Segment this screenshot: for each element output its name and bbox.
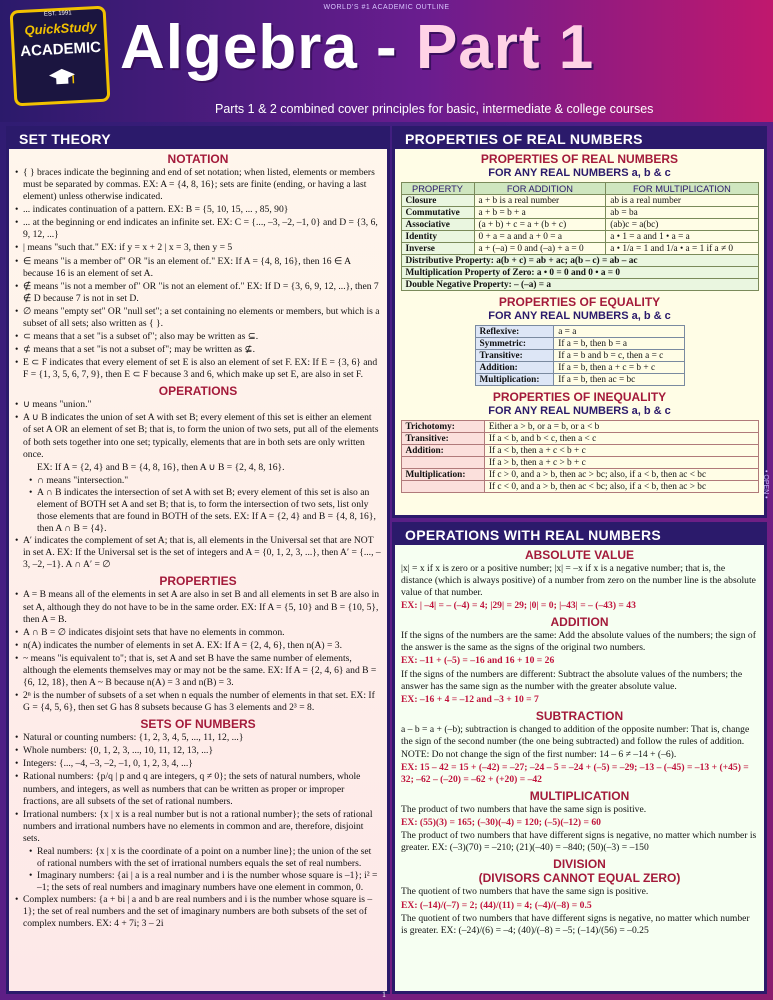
list-item: • ~ means "is equivalent to"; that is, set A and set B have the same number of elements, although the elements themselves may or may not be the same. EX: If A = {2, 4, 6} and B = {6, 12, 18}, then A ~ B because n(A) = 3 and n(B) = 3. (15, 653, 381, 689)
table-row (401, 207, 758, 219)
table-cell: Addition: (475, 362, 554, 374)
multiplication-body (395, 804, 764, 854)
logo-est: EST. 1991 (43, 10, 72, 18)
table-cell: a • 1 = a and 1 • a = a (606, 231, 758, 243)
table-row (401, 279, 758, 291)
table1-subtitle: FOR ANY REAL NUMBERS a, b & c (488, 167, 671, 179)
table-row (475, 362, 684, 374)
list-item: • 2ⁿ is the number of subsets of a set when n equals the number of elements in that set. EX: If G = {4, 5, 6}, then set G has 8 subsets because G has 3 elements and 2³ = 8. (15, 690, 381, 714)
table-row (401, 457, 758, 469)
example: EX: (55)(3) = 165; (–30)(–4) = 120; (–5)(–12) = 60 (401, 817, 601, 829)
table-row (401, 255, 758, 267)
table-cell: Symmetric: (475, 338, 554, 350)
list-item: • ∩ means "intersection." (29, 475, 381, 487)
notation-body (9, 167, 387, 381)
logo-quickstudy: QuickStudy (24, 19, 98, 38)
subtitle: Parts 1 & 2 combined cover principles for basic, intermediate & college courses (215, 102, 654, 116)
table-cell: If a = b, then ac = bc (554, 374, 684, 386)
paragraph: If the signs of the numbers are the same: Add the absolute values of the numbers; the sign of the answer is the same as the signs of the original two numbers. (401, 630, 756, 654)
operations-panel (392, 522, 767, 994)
table-cell: Identity (401, 231, 474, 243)
division-heading: DIVISION (553, 857, 606, 872)
table-cell: If a = b, then a + c = b + c (554, 362, 684, 374)
table-row (401, 481, 758, 493)
table-cell: Multiplication Property of Zero: a • 0 = 0 and 0 • a = 0 (401, 267, 758, 279)
table-cell: If a = b and b = c, then a = c (554, 350, 684, 362)
page-number: 1 (382, 990, 386, 999)
subtraction-heading: SUBTRACTION (535, 708, 624, 723)
operations-body (9, 399, 387, 571)
column-header: FOR MULTIPLICATION (606, 183, 758, 195)
list-item: • A ∩ B = ∅ indicates disjoint sets that have no elements in common. (15, 627, 381, 639)
table-cell: Reflexive: (475, 326, 554, 338)
paragraph: The product of two numbers that have different signs is negative, no matter which number is greater. EX: (–3)(70) = –210; (21)(–40) = –840; (50)(–3) = –150 (401, 830, 757, 854)
column-header: FOR ADDITION (474, 183, 606, 195)
list-item: • Complex numbers: {a + bi | a and b are real numbers and i is the number whose square is –1}; the set of real numbers and the set of imaginary numbers are both subsets of the set of complex numbers. EX: 4 + 7i; 3 – 2i (15, 894, 381, 930)
table-cell: If a > b, then a + c > b + c (484, 457, 758, 469)
table-cell: Commutative (401, 207, 474, 219)
table-cell: Closure (401, 195, 474, 207)
list-item: • ... at the beginning or end indicates an infinite set. EX: C = {..., –3, –2, –1, 0} and D = {3, 6, 9, 12, ...} (15, 217, 381, 241)
column-header: PROPERTY (401, 183, 474, 195)
table-row (475, 338, 684, 350)
tagline: WORLD'S #1 ACADEMIC OUTLINE (323, 4, 450, 11)
table-cell: Transitive: (401, 433, 484, 445)
list-item: • Imaginary numbers: {ai | a is a real number and i is the number whose square is –1}; i² = –1; the sets of real numbers and imaginary numbers have one element in common, 0. (29, 870, 381, 894)
table-row (401, 219, 758, 231)
table-cell (401, 481, 484, 493)
addition-heading: ADDITION (550, 615, 609, 630)
table-cell: Trichotomy: (401, 421, 484, 433)
table-row (401, 469, 758, 481)
logo-academic: ACADEMIC (19, 38, 102, 61)
list-item: • ⊄ means that a set "is not a subset of"; may be written as ⊈. (15, 344, 381, 356)
list-item: • A ∪ B indicates the union of set A with set B; every element of this set is either an element of set A OR an element of set B; that is, to form the union of two sets, put all of the elements of both sets together into one set; typically, elements that are in both sets are only written once. (15, 412, 381, 460)
example: EX: –11 + (–5) = –16 and 16 + 10 = 26 (401, 655, 555, 667)
operations-heading: OPERATIONS (158, 384, 238, 399)
table-cell: Multiplication: (475, 374, 554, 386)
table-cell: If a = b, then b = a (554, 338, 684, 350)
table-cell: Inverse (401, 243, 474, 255)
graduation-cap-icon (48, 66, 77, 89)
table-cell: a = a (554, 326, 684, 338)
example: EX: 15 – 42 = 15 + (–42) = –27; –24 – 5 = –24 + (–5) = –29; –13 – (–45) = –13 + (+45) = 32; –62 – (–20) = –62 + (+20) = –42 (401, 762, 749, 786)
list-item: • ∅ means "empty set" OR "null set"; a set containing no elements or members, but which is a subset of all sets; also written as { }. (15, 306, 381, 330)
page-title (120, 12, 760, 83)
table2-subtitle: FOR ANY REAL NUMBERS a, b & c (488, 310, 671, 322)
example: EX: | –4| = – (–4) = 4; |29| = 29; |0| = 0; |–43| = – (–43) = 43 (401, 600, 636, 612)
table-cell: If a < b, then a + c < b + c (484, 445, 758, 457)
table-cell: a + (–a) = 0 and (–a) + a = 0 (474, 243, 606, 255)
table-cell: (ab)c = a(bc) (606, 219, 758, 231)
list-item: • ∉ means "is not a member of" OR "is not an element of." EX: If D = {3, 6, 9, 12, ...}, then 7 ∉ D because 7 is not in set D. (15, 281, 381, 305)
absolute-value-body (395, 563, 764, 612)
table-row (401, 195, 758, 207)
properties-real-heading: PROPERTIES OF REAL NUMBERS (395, 129, 764, 149)
paragraph: |x| = x if x is zero or a positive number; |x| = –x if x is a negative number; that is, the distance (which is always positive) of a number from zero on the number line is the absolute value of that number. (401, 563, 756, 599)
table-row (401, 445, 758, 457)
table-cell: Addition: (401, 445, 484, 457)
list-item: • ... indicates continuation of a pattern. EX: B = {5, 10, 15, ... , 85, 90} (15, 204, 381, 216)
list-item: • A = B means all of the elements in set A are also in set B and all elements in set B are also in set A, although they do not have to be in the same order. EX: If A = {5, 10} and B = {10, 5}, then A = B. (15, 589, 381, 625)
division-body (395, 886, 764, 936)
table-row (475, 374, 684, 386)
table-cell: a • 1/a = 1 and 1/a • a = 1 if a ≠ 0 (606, 243, 758, 255)
table-cell: Either a > b, or a = b, or a < b (484, 421, 758, 433)
table-cell: Multiplication: (401, 469, 484, 481)
list-item: • ∪ means "union." (15, 399, 381, 411)
table1-title: PROPERTIES OF REAL NUMBERS (480, 152, 679, 166)
list-item: • ⊂ means that a set "is a subset of"; also may be written as ⊆. (15, 331, 381, 343)
list-item: • A ∩ B indicates the intersection of set A with set B; every element of this set is also an element of BOTH set A and set B; that is, to form the intersection of two sets, list only those elements that are found in BOTH of the sets. EX: If A = {2, 4} and B = {4, 8, 16}, then A ∩ B = {4}. (29, 487, 381, 535)
paragraph: If the signs of the numbers are different: Subtract the absolute values of the numbers; the answer has the same sign as the number with the greater absolute value. (401, 668, 743, 692)
example: EX: (–14)/(–7) = 2; (44)/(11) = 4; (–4)/(–8) = 0.5 (401, 899, 592, 911)
table-cell: Double Negative Property: – (–a) = a (401, 279, 758, 291)
list-item: • | means "such that." EX: if y = x + 2 | x = 3, then y = 5 (15, 242, 381, 254)
table-cell: ab = ba (606, 207, 758, 219)
table-row (475, 326, 684, 338)
properties-heading: PROPERTIES (159, 574, 237, 589)
set-theory-panel (6, 126, 390, 994)
table-cell: If a < b, and b < c, then a < c (484, 433, 758, 445)
sets-of-numbers-heading: SETS OF NUMBERS (140, 717, 256, 732)
side-open-label: • OPEN • (762, 470, 769, 499)
list-item: • Natural or counting numbers: {1, 2, 3, 4, 5, ..., 11, 12, ...} (15, 732, 381, 744)
list-item: • { } braces indicate the beginning and end of set notation; when listed, elements or members must be separated by commas. EX: A = {4, 8, 16}; sets are finite (ending, or having a last element) unless otherwise indicated. (15, 167, 381, 203)
list-item: • Integers: {..., –4, –3, –2, –1, 0, 1, 2, 3, 4, ...} (15, 758, 381, 770)
table-row (401, 231, 758, 243)
absolute-value-heading: ABSOLUTE VALUE (524, 548, 635, 562)
operations-example: EX: If A = {2, 4} and B = {4, 8, 16}, then A ∪ B = {2, 4, 8, 16}. (37, 461, 285, 473)
paragraph: The quotient of two numbers that have the same sign is positive. (401, 886, 649, 898)
equality-table (475, 325, 685, 386)
division-subheading: (DIVISORS CANNOT EQUAL ZERO) (478, 871, 681, 886)
table-row (401, 267, 758, 279)
table3-title: PROPERTIES OF INEQUALITY (492, 390, 667, 404)
table-cell: If c < 0, and a > b, then ac < bc; also, if a < b, then ac > bc (484, 481, 758, 493)
list-item: • Rational numbers: {p/q | p and q are integers, q ≠ 0}; the sets of natural numbers, whole numbers, and integers, as well as numbers that can be written as proper or improper fractions, are all subsets of the set of rational numbers. (15, 771, 381, 807)
table-cell: If c > 0, and a > b, then ac > bc; also, if a < b, then ac < bc (484, 469, 758, 481)
set-theory-heading: SET THEORY (9, 129, 387, 149)
table-cell: a + b = b + a (474, 207, 606, 219)
title-part: Part 1 (415, 13, 595, 82)
list-item: • Real numbers: {x | x is the coordinate of a point on a number line}; the union of the set of rational numbers with the set of irrational numbers equals the set of real numbers. (29, 846, 381, 870)
paragraph: The product of two numbers that have the same sign is positive. (401, 804, 647, 816)
list-item: • A′ indicates the complement of set A; that is, all elements in the Universal set that are NOT in set A. EX: If the Universal set is the set of integers and A = {0, 1, 2, 3, ...}, then A′ = {..., –3, –2, –1}. A ∩ A′ = ∅ (15, 535, 381, 571)
list-item: • Whole numbers: {0, 1, 2, 3, ..., 10, 11, 12, 13, ...} (15, 745, 381, 757)
properties-panel (392, 126, 767, 518)
title-main: Algebra - (120, 13, 416, 82)
subtraction-body (395, 724, 764, 786)
operations-real-heading: OPERATIONS WITH REAL NUMBERS (395, 525, 764, 545)
paragraph: The quotient of two numbers that have different signs is negative, no matter which number is greater. EX: (–24)/(6) = –4; (40)/(–8) = –5; (–14)/(56) = –0.25 (401, 912, 750, 936)
sets-body (9, 732, 387, 930)
properties-table (401, 182, 759, 291)
example: EX: –16 + 4 = –12 and –3 + 10 = 7 (401, 693, 539, 705)
table-row (475, 350, 684, 362)
addition-body (395, 630, 764, 705)
table-cell (401, 457, 484, 469)
table-cell: (a + b) + c = a + (b + c) (474, 219, 606, 231)
table-cell: Transitive: (475, 350, 554, 362)
properties-body (9, 589, 387, 714)
table-cell: Distributive Property: a(b + c) = ab + ac; a(b – c) = ab – ac (401, 255, 758, 267)
table-cell: a + b is a real number (474, 195, 606, 207)
multiplication-heading: MULTIPLICATION (529, 789, 630, 804)
list-item: • ∈ means "is a member of" OR "is an element of." EX: If A = {4, 8, 16}, then 16 ∈ A because 16 is an element of set A. (15, 256, 381, 280)
table-cell: Associative (401, 219, 474, 231)
table-cell: 0 + a = a and a + 0 = a (474, 231, 606, 243)
quickstudy-logo (10, 6, 111, 107)
table-cell: ab is a real number (606, 195, 758, 207)
list-item: • Irrational numbers: {x | x is a real number but is not a rational number}; the sets of rational numbers and irrational numbers have no elements in common and are, therefore, disjoint sets. (15, 809, 381, 845)
table3-subtitle: FOR ANY REAL NUMBERS a, b & c (488, 405, 671, 417)
table-row (401, 421, 758, 433)
paragraph: a – b = a + (–b); subtraction is changed to addition of the opposite number: That is, change the sign of the second number (the one being subtracted) and follow the rules of addition. (401, 723, 750, 747)
inequality-table (401, 420, 759, 493)
table-row (401, 243, 758, 255)
header-banner (0, 0, 773, 122)
notation-heading: NOTATION (167, 152, 229, 166)
table2-title: PROPERTIES OF EQUALITY (498, 295, 661, 309)
list-item: • E ⊂ F indicates that every element of set E is also an element of set F. EX: If E = {3, 6} and F = {1, 3, 5, 6, 7, 9}, then E ⊂ F because 3 and 6, which make up set E, are also in set F. (15, 357, 381, 381)
table-row (401, 433, 758, 445)
note: NOTE: Do not change the sign of the first number: 14 – 6 ≠ –14 + (–6). (401, 748, 677, 760)
list-item: • n(A) indicates the number of elements in set A. EX: If A = {2, 4, 6}, then n(A) = 3. (15, 640, 381, 652)
